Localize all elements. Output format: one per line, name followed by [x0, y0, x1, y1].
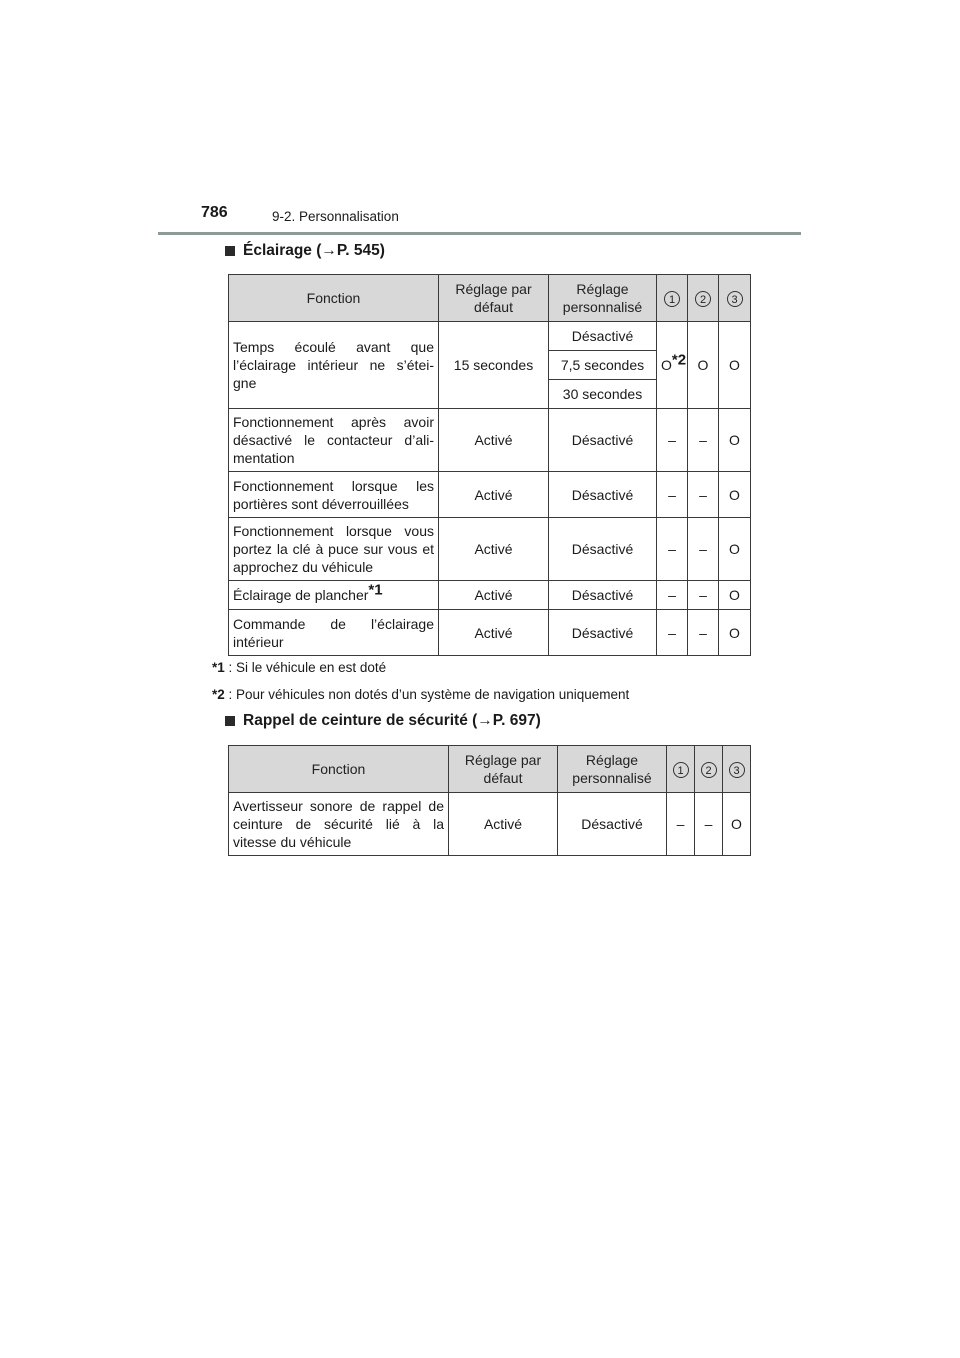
- row-fonction: Avertisseur sonore de rappel de ceinture de sécurité lié à la vitesse du véhicule: [229, 793, 449, 856]
- lighting-heading-text: Éclairage (→P. 545): [243, 242, 385, 259]
- footnote-text: : Si le véhicule en est doté: [228, 660, 387, 675]
- row-fonction: Commande de l’éclairage intérieur: [229, 610, 439, 656]
- circled-2-icon: 2: [695, 291, 711, 307]
- row-custom: Désactivé: [549, 409, 657, 472]
- table-row: [229, 610, 751, 656]
- row-custom-option: 30 secondes: [549, 380, 657, 409]
- row-default: Activé: [439, 409, 549, 472]
- row-c3: O: [719, 518, 751, 581]
- row-c1: –: [657, 581, 688, 610]
- row-c2: –: [688, 581, 719, 610]
- row-default: Activé: [439, 472, 549, 518]
- col-header-2: [695, 746, 723, 793]
- row-c3: O: [719, 472, 751, 518]
- row-fonction: Fonctionnement après avoir désactivé le contacteur d’ali-mentation: [229, 409, 439, 472]
- row-c2: –: [695, 793, 723, 856]
- square-bullet-icon: [225, 246, 235, 256]
- row-fonction: [229, 581, 439, 610]
- row-default: Activé: [439, 610, 549, 656]
- row-c2: –: [688, 610, 719, 656]
- row-default: 15 secondes: [439, 322, 549, 409]
- row-custom: Désactivé: [549, 472, 657, 518]
- footnote-mark: *2: [212, 687, 225, 702]
- table-row: [229, 322, 751, 351]
- lighting-heading: [225, 242, 385, 260]
- col-header-fonction: Fonction: [229, 275, 439, 322]
- footnote-ref: *1: [368, 581, 383, 599]
- col-header-custom: Réglage personnalisé: [549, 275, 657, 322]
- col-header-default: Réglage par défaut: [449, 746, 558, 793]
- col-header-fonction: Fonction: [229, 746, 449, 793]
- row-fonction-text: Éclairage de plancher: [233, 587, 369, 603]
- row-custom: Désactivé: [558, 793, 667, 856]
- col-header-custom: Réglage personnalisé: [558, 746, 667, 793]
- row-c3: O: [719, 322, 751, 409]
- row-c1: –: [657, 610, 688, 656]
- table-header-row: [229, 275, 751, 322]
- row-custom: Désactivé: [549, 581, 657, 610]
- row-custom-option: 7,5 secondes: [549, 351, 657, 380]
- col-header-2: [688, 275, 719, 322]
- col-header-1: [657, 275, 688, 322]
- header-divider: [158, 232, 801, 235]
- row-c1: –: [657, 409, 688, 472]
- circled-1-icon: 1: [673, 762, 689, 778]
- circled-3-icon: 3: [729, 762, 745, 778]
- row-fonction: Fonctionnement lorsque les portières sont déverrouillées: [229, 472, 439, 518]
- row-c3: O: [723, 793, 751, 856]
- footnote-1: [212, 660, 386, 675]
- row-fonction: Fonctionnement lorsque vous portez la clé à puce sur vous et approchez du véhicule: [229, 518, 439, 581]
- table-row: [229, 518, 751, 581]
- row-fonction: Temps écoulé avant que l’éclairage intérieur ne s’étei-gne: [229, 322, 439, 409]
- table-row: [229, 472, 751, 518]
- row-c1: –: [657, 518, 688, 581]
- row-c2: –: [688, 518, 719, 581]
- row-c1-value: O: [661, 357, 672, 373]
- col-header-default: Réglage par défaut: [439, 275, 549, 322]
- row-custom: Désactivé: [549, 518, 657, 581]
- table-row: [229, 793, 751, 856]
- row-c2: –: [688, 409, 719, 472]
- page-number: 786: [201, 204, 228, 221]
- table-row: [229, 409, 751, 472]
- circled-3-icon: 3: [727, 291, 743, 307]
- row-c2: O: [688, 322, 719, 409]
- footnote-2: [212, 687, 629, 702]
- square-bullet-icon: [225, 716, 235, 726]
- col-header-3: [719, 275, 751, 322]
- row-default: Activé: [449, 793, 558, 856]
- row-c2: –: [688, 472, 719, 518]
- row-custom-option: Désactivé: [549, 322, 657, 351]
- row-c3: O: [719, 610, 751, 656]
- seatbelt-heading-text: Rappel de ceinture de sécurité (→P. 697): [243, 712, 541, 729]
- footnote-ref: *2: [671, 351, 687, 369]
- table-header-row: [229, 746, 751, 793]
- row-custom: Désactivé: [549, 610, 657, 656]
- circled-2-icon: 2: [701, 762, 717, 778]
- row-c1: –: [667, 793, 695, 856]
- table-row: [229, 581, 751, 610]
- lighting-table: [228, 274, 751, 656]
- seatbelt-heading: [225, 712, 541, 730]
- row-default: Activé: [439, 518, 549, 581]
- col-header-1: [667, 746, 695, 793]
- footnote-text: : Pour véhicules non dotés d’un système de navigation uniquement: [228, 687, 630, 702]
- row-default: Activé: [439, 581, 549, 610]
- footnote-mark: *1: [212, 660, 225, 675]
- col-header-3: [723, 746, 751, 793]
- row-c3: O: [719, 409, 751, 472]
- row-c1: [657, 322, 688, 409]
- circled-1-icon: 1: [664, 291, 680, 307]
- row-c1: –: [657, 472, 688, 518]
- row-c3: O: [719, 581, 751, 610]
- seatbelt-table: [228, 745, 751, 856]
- section-title: 9-2. Personnalisation: [272, 209, 399, 224]
